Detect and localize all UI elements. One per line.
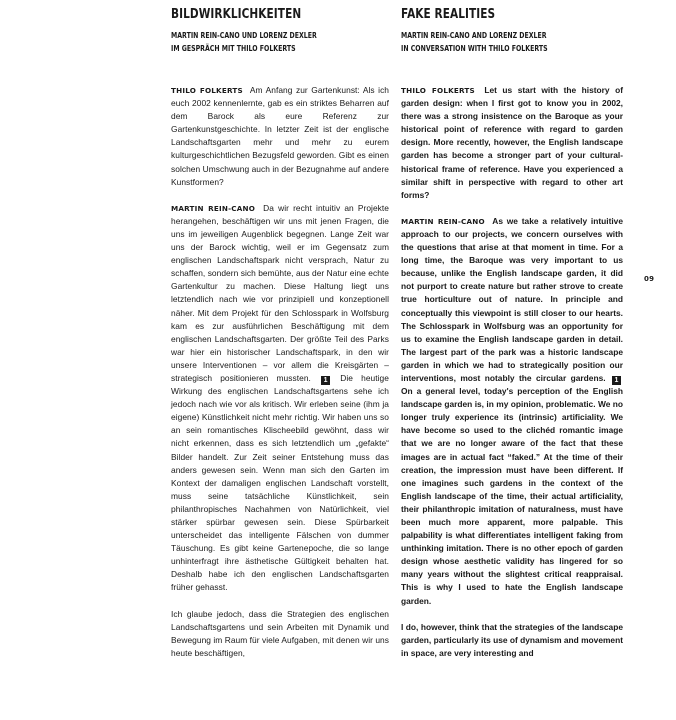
german-subtitle — [171, 29, 317, 55]
german-image-reference-marker: 1 — [321, 376, 330, 385]
english-continuation-text: I do, however, think that the strategies of the landscape garden, particularly its use of dynamism and movement in space, are very interesting and — [401, 621, 623, 658]
german-answer-text-part2: Die heutige Wirkung des englischen Landschaftsgartens sehe ich jedoch nach wie vor als kritisch. Wir erleben seine (ihm ja eigene) Künstlichkeit nicht mehr richtig. Wir haben uns so an sein romantisches Klischeebild gewöhnt, dass wir nicht erkennen, dass es sich letztendlich um „gefakte“ Bilder handelt. Zur Zeit seiner Entstehung muss das anders gewesen sein. Wenn man sich den Garten im Kontext der damaligen englischen Landschaft vorstellt, muss seine tatsächliche Künstlichkeit, sein philanthropisches Nachahmen von Natürlichkeit, viel stärker spürbar gewesen sein. Diese Spürbarkeit unterscheidet das intelligente Fälschen von dummer Täuschung. Es gibt keine Gartenepoche, die so lange unhinterfragt ihre ästhetische Gültigkeit behalten hat. Deshalb habe ich den englischen Landschaftsgarten früher gehasst. — [171, 372, 389, 593]
german-subtitle-authors: MARTIN REIN-CANO UND LORENZ DEXLER — [171, 31, 317, 40]
english-subtitle-authors: MARTIN REIN-CANO AND LORENZ DEXLER — [401, 31, 547, 40]
english-image-reference-marker: 1 — [612, 376, 621, 385]
german-answer-paragraph — [171, 202, 389, 595]
german-answer-speaker: MARTIN REIN-CANO — [171, 203, 256, 213]
english-subtitle — [401, 29, 548, 55]
german-question-text: Am Anfang zur Gartenkunst: Als ich euch 2002 kennenlernte, gab es ein striktes Beharren auf dem Barock als eure Referenz zur Gartenkunstgeschichte. In letzter Zeit ist der englische Landschaftsgarten mehr und mehr zu eurem kulturgeschichtlichen Bezugsfeld geworden. Gibt es einen solchen Umschwung auch in der Bezugnahme auf andere Kunstformen? — [171, 85, 390, 187]
english-answer-text-part1: As we take a relatively intuitive approach to our projects, we concern ourselves with the questions that arise at that moment in time. For a long time, the Baroque was very important to us because, unlike the English landscape garden, it did not purport to create nature but rather strove to create true horticulture out of nature. In principle and conceptually this viewpoint is still closer to our hearts. The Schlosspark in Wolfsburg was an opportunity for us to examine the English landscape garden in detail. The largest part of the park was a historic landscape garden in which we had to strategically position our interventions, most notably the circular gardens. — [401, 215, 624, 383]
page-number: 09 — [644, 275, 655, 283]
english-continuation-paragraph — [401, 621, 623, 660]
english-answer-text-part2: On a general level, today's perception of the English landscape garden is, in my opinion, problematic. We no longer truly experience its (intrinsic) artificiality. We have become so used to the clichéd romantic image that we are no longer aware of the fact that these images are in actual fact “faked.” At the time of their creation, the impression must have been different. If one imagines such gardens in the context of the English landscape of the time, their actual artificiality, their philanthropic imitation of naturalness, must have been much more apparent, more palpable. This palpability is what differentiates intelligent faking from unthinking imitation. There is no other epoch of garden design whose aesthetic validity has lingered for so many years without the slightest critical reappraisal. This is why I used to hate the English landscape garden. — [401, 386, 623, 606]
english-answer-paragraph — [401, 215, 623, 608]
english-body — [401, 84, 623, 673]
english-question-paragraph — [401, 84, 623, 202]
english-title: FAKE REALITIES — [401, 6, 496, 22]
german-answer-text-part1: Da wir recht intuitiv an Projekte herangehen, beschäftigen wir uns mit jenen Fragen, die uns im jeweiligen Augenblick begegnen. Lange Zeit war uns der Barock wichtig, weil er im Gegensatz zum englischen Landschaftspark nicht versprach, Natur zu schaffen, sondern sich bemühte, aus der Natur eine echte Gartenkultur zu machen. Diese Haltung liegt uns letztendlich nach wie vor prinzipiell und konzeptionell näher. Mit dem Projekt für den Schlosspark in Wolfsburg kam es zur ausführlichen Beschäftigung mit dem englischen Landschaftsgarten. Der größte Teil des Parks war hier ein historischer Landschaftspark, in den wir unsere Interventionen – vor allem die Kreisgärten – strategisch positionieren mussten. — [171, 202, 389, 383]
english-question-speaker: THILO FOLKERTS — [401, 86, 475, 95]
german-body — [171, 84, 389, 673]
english-subtitle-interviewer: IN CONVERSATION WITH THILO FOLKERTS — [401, 44, 548, 53]
german-subtitle-interviewer: IM GESPRÄCH MIT THILO FOLKERTS — [171, 44, 296, 53]
english-question-text: Let us start with the history of garden design: when I first got to know you in 2002, there was a strong insistence on the Baroque as your historical point of reference with regard to garden design. More recently, however, the English landscape garden has become a stronger part of your cultural-historical frame of reference. Have you experienced a similar shift in perspective with regard to other art forms? — [401, 85, 623, 200]
german-question-speaker: THILO FOLKERTS — [171, 86, 243, 95]
german-continuation-paragraph — [171, 608, 389, 660]
german-title: BILDWIRKLICHKEITEN — [171, 6, 302, 22]
german-continuation-text: Ich glaube jedoch, dass die Strategien des englischen Landschaftsgartens und sein Arbeiten mit Dynamik und Bewegung im Raum für viele Aufgaben, mit denen wir uns heute beschäftigen, — [171, 608, 389, 658]
english-answer-speaker: MARTIN REIN-CANO — [401, 216, 485, 226]
german-question-paragraph — [171, 84, 389, 189]
